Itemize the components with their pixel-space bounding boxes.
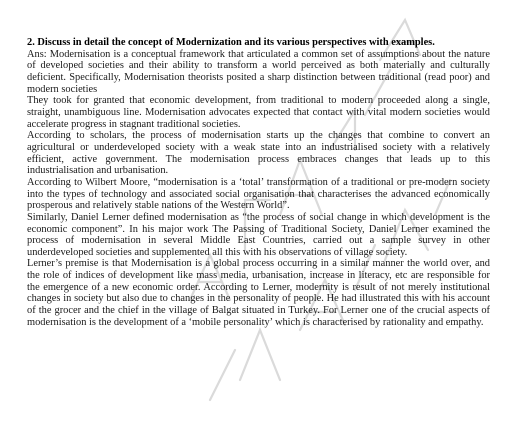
document-body	[27, 37, 490, 328]
question-heading: 2. Discuss in detail the concept of Modernization and its various perspectives with examples.	[27, 37, 435, 48]
paragraph-daniel-lerner: Similarly, Daniel Lerner defined modernisation as “the process of social change in which development is the economic component”. In his major work The Passing of Traditional Society, Daniel Lerner examined the process of modernisation in several Middle East Countries, carried out a sample survey in other underdeveloped societies and supplemented all this with his observations of village society.	[27, 211, 490, 258]
paragraph-economic-development: They took for granted that economic development, from traditional to modern proceeded along a single, straight, unambiguous line. Modernisation advocates expected that contact with vital modern societies would accelerate progress in stagnant traditional societies.	[27, 95, 490, 130]
paragraph-wilbert-moore: According to Wilbert Moore, “modernisation is a ‘total’ transformation of a traditional or pre-modern society into the types of technology and associated social organisation that characterises the advanced economically prosperous and relatively stable nations of the Western World”.	[27, 176, 490, 212]
paragraph-answer-intro: Ans: Modernisation is a conceptual framework that articulated a common set of assumptions about the nature of developed societies and their ability to transform a world perceived as both materially and culturally deficient. Specifically, Modernisation theorists posited a sharp distinction between traditional (read poor) and modern societies	[27, 48, 490, 95]
paragraph-lerner-premise: Lerner’s premise is that Modernisation is a global process occurring in a similar manner the world over, and the role of indices of development like mass media, urbanisation, increase in literacy, etc are responsible for the emergence of a new economic order. According to Lerner, modernity is result of not merely institutional changes in society but also due to changes in the personality of people. He had illustrated this with his account of the grocer and the chief in the village of Balgat situated in Turkey. For Lerner one of the crucial aspects of modernisation is the development of a ‘mobile personality’ which is characterised by rationality and empathy.	[27, 258, 490, 328]
paragraph-scholars: According to scholars, the process of modernisation starts up the changes that combine to convert an agricultural or underdeveloped society with a weak state into an industrialised society with a relatively efficient, active government. The modernisation process embraces changes that leads up to this industrialisation and urbanisation.	[27, 130, 490, 177]
